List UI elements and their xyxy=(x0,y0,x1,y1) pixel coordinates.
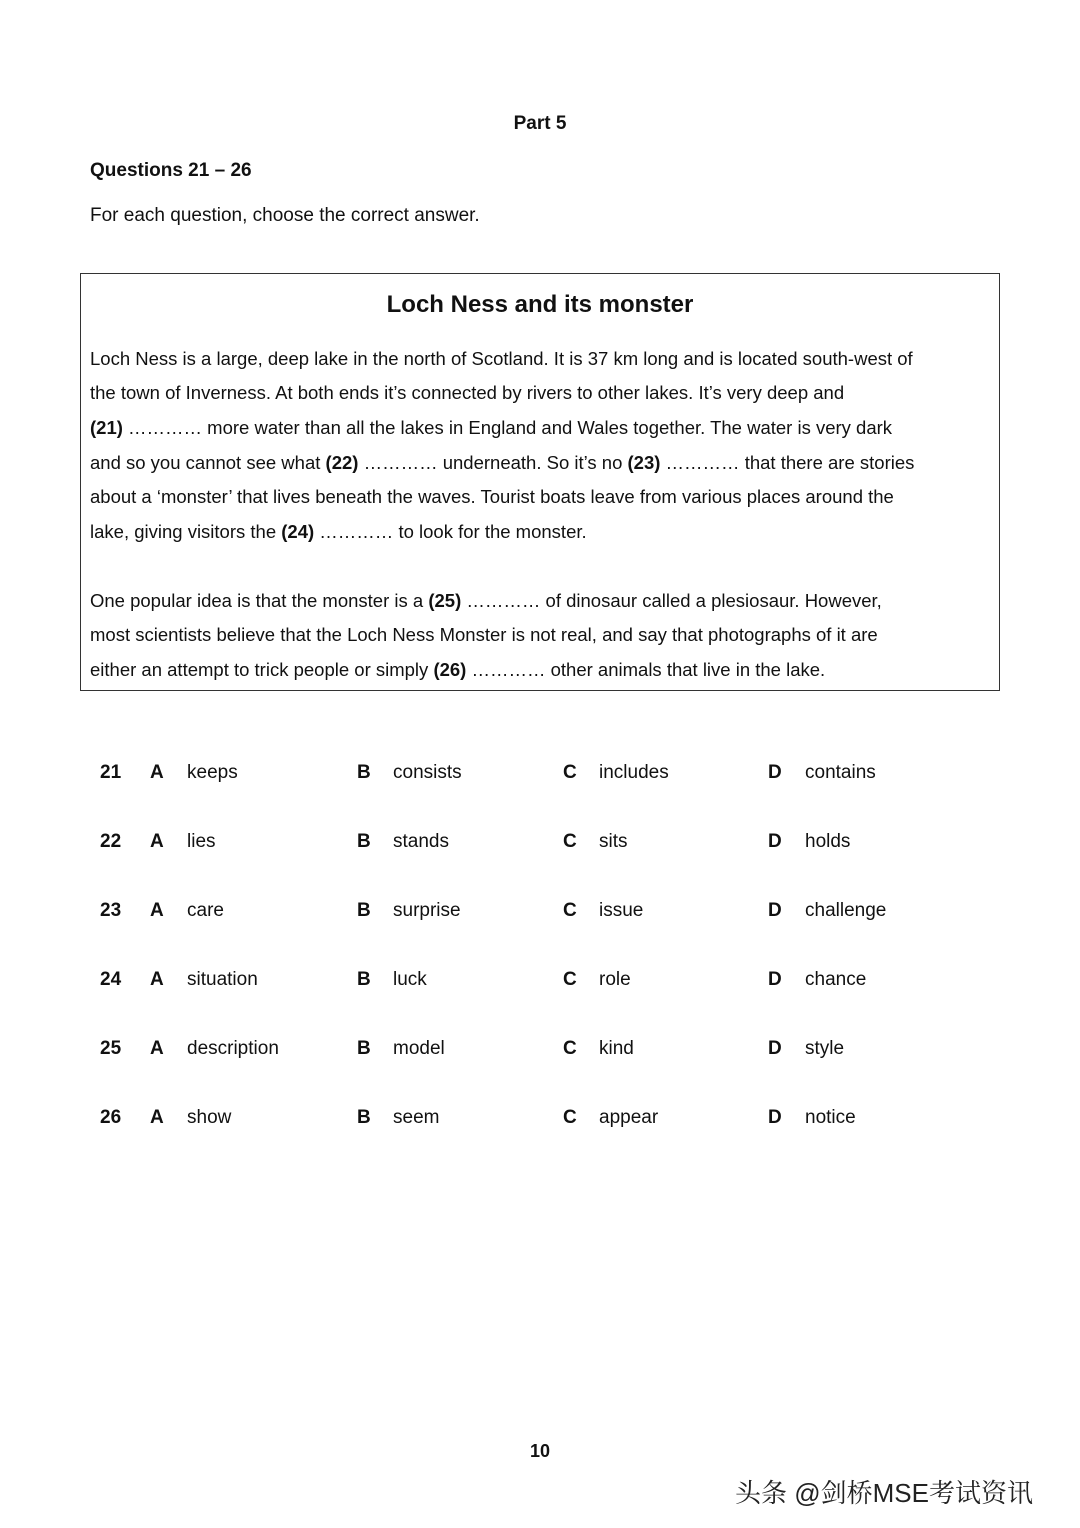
option-b[interactable]: luck xyxy=(393,969,427,990)
option-letter-a: A xyxy=(150,969,164,990)
option-letter-d: D xyxy=(768,762,782,783)
option-letter-d: D xyxy=(768,969,782,990)
option-a[interactable]: lies xyxy=(187,831,216,852)
option-letter-a: A xyxy=(150,762,164,783)
option-b[interactable]: consists xyxy=(393,762,462,783)
passage-line: (21) ………… more water than all the lakes in England and Wales together. The water is very dark xyxy=(90,417,893,438)
passage-line: Loch Ness is a large, deep lake in the north of Scotland. It is 37 km long and is located south-west of xyxy=(90,348,913,369)
option-b[interactable]: stands xyxy=(393,831,449,852)
option-letter-b: B xyxy=(357,900,371,921)
question-row-22 xyxy=(0,831,1080,861)
question-row-26 xyxy=(0,1107,1080,1137)
option-letter-a: A xyxy=(150,831,164,852)
option-a[interactable]: show xyxy=(187,1107,232,1128)
option-letter-b: B xyxy=(357,831,371,852)
option-letter-a: A xyxy=(150,1038,164,1059)
option-letter-a: A xyxy=(150,1107,164,1128)
question-number: 25 xyxy=(100,1038,122,1059)
questions-heading: Questions 21 – 26 xyxy=(90,160,252,181)
passage-line: most scientists believe that the Loch Ness Monster is not real, and say that photographs of it are xyxy=(90,624,878,645)
option-d[interactable]: challenge xyxy=(805,900,887,921)
option-b[interactable]: model xyxy=(393,1038,445,1059)
option-letter-d: D xyxy=(768,1038,782,1059)
question-number: 23 xyxy=(100,900,122,921)
passage-line: about a ‘monster’ that lives beneath the waves. Tourist boats leave from various places around the xyxy=(90,486,894,507)
question-row-25 xyxy=(0,1038,1080,1068)
option-a[interactable]: keeps xyxy=(187,762,238,783)
option-d[interactable]: contains xyxy=(805,762,876,783)
question-number: 22 xyxy=(100,831,122,852)
option-d[interactable]: notice xyxy=(805,1107,856,1128)
passage-line: One popular idea is that the monster is a (25) ………… of dinosaur called a plesiosaur. However, xyxy=(90,590,882,611)
instruction-text: For each question, choose the correct answer. xyxy=(90,205,480,226)
page-number: 10 xyxy=(529,1441,551,1461)
option-letter-d: D xyxy=(768,1107,782,1128)
option-letter-b: B xyxy=(357,1107,371,1128)
option-d[interactable]: style xyxy=(805,1038,845,1059)
question-row-23 xyxy=(0,900,1080,930)
option-a[interactable]: care xyxy=(187,900,224,921)
option-a[interactable]: description xyxy=(187,1038,279,1059)
part-title: Part 5 xyxy=(513,113,567,134)
passage-box xyxy=(80,273,1000,691)
option-letter-d: D xyxy=(768,831,782,852)
option-letter-c: C xyxy=(563,831,577,852)
watermark-text: 头条 @剑桥MSE考试资讯 xyxy=(735,1478,1033,1508)
option-letter-a: A xyxy=(150,900,164,921)
option-letter-c: C xyxy=(563,900,577,921)
option-letter-c: C xyxy=(563,1038,577,1059)
option-c[interactable]: includes xyxy=(599,762,669,783)
option-b[interactable]: seem xyxy=(393,1107,440,1128)
passage-line: either an attempt to trick people or simply (26) ………… other animals that live in the lake. xyxy=(90,659,826,680)
passage-line: the town of Inverness. At both ends it’s connected by rivers to other lakes. It’s very deep and xyxy=(90,382,845,403)
question-number: 21 xyxy=(100,762,122,783)
option-c[interactable]: kind xyxy=(599,1038,634,1059)
option-letter-b: B xyxy=(357,969,371,990)
question-row-24 xyxy=(0,969,1080,999)
passage-line: lake, giving visitors the (24) ………… to look for the monster. xyxy=(90,521,587,542)
question-number: 24 xyxy=(100,969,122,990)
option-c[interactable]: issue xyxy=(599,900,644,921)
option-letter-b: B xyxy=(357,762,371,783)
passage-line: and so you cannot see what (22) ………… underneath. So it’s no (23) ………… that there are stories xyxy=(90,452,915,473)
option-b[interactable]: surprise xyxy=(393,900,461,921)
option-letter-b: B xyxy=(357,1038,371,1059)
option-letter-c: C xyxy=(563,1107,577,1128)
question-row-21 xyxy=(0,762,1080,792)
option-letter-d: D xyxy=(768,900,782,921)
option-a[interactable]: situation xyxy=(187,969,258,990)
option-c[interactable]: sits xyxy=(599,831,628,852)
option-d[interactable]: holds xyxy=(805,831,851,852)
question-number: 26 xyxy=(100,1107,122,1128)
option-d[interactable]: chance xyxy=(805,969,867,990)
option-letter-c: C xyxy=(563,762,577,783)
passage-title: Loch Ness and its monster xyxy=(386,291,694,318)
option-letter-c: C xyxy=(563,969,577,990)
option-c[interactable]: role xyxy=(599,969,631,990)
option-c[interactable]: appear xyxy=(599,1107,659,1128)
